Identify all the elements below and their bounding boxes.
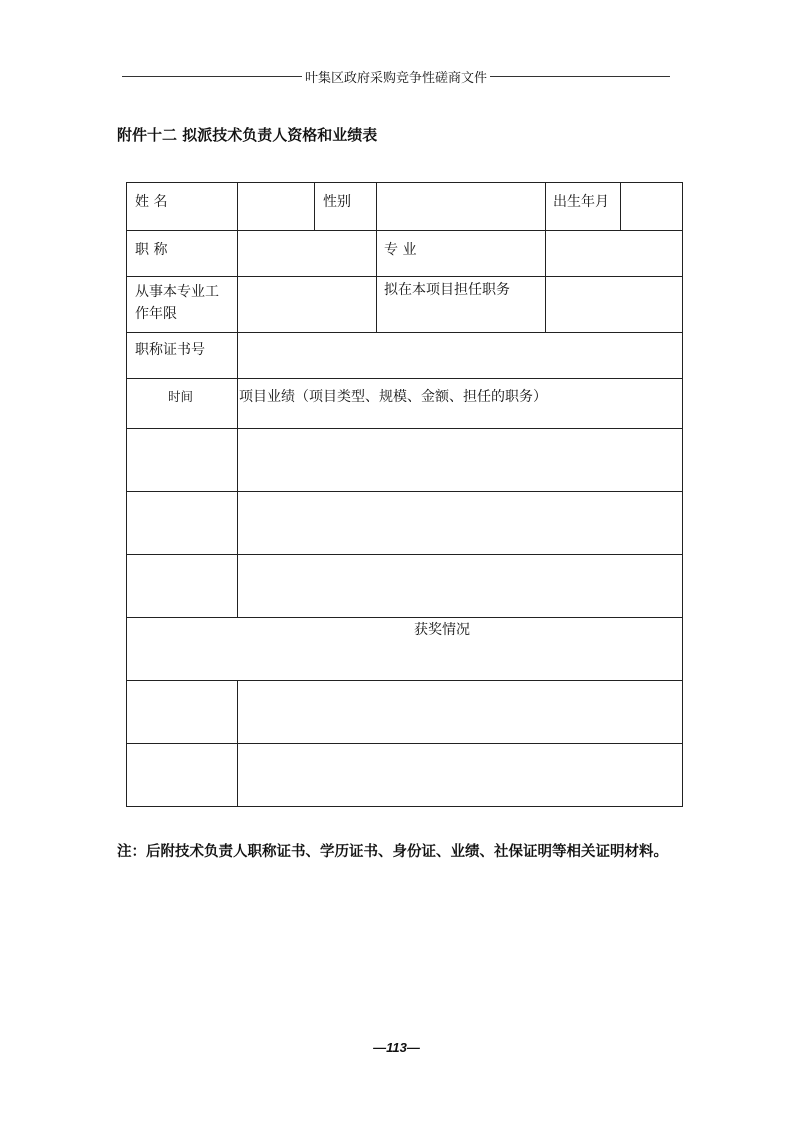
awards-label: 获奖情况 [414, 622, 470, 638]
row-line [126, 680, 683, 681]
header-title: 叶集区政府采购竞争性磋商文件 [305, 70, 488, 86]
col-line [376, 182, 377, 230]
document-header [122, 66, 670, 86]
cert-label: 职称证书号 [135, 342, 205, 358]
gender-label: 性别 [323, 194, 351, 210]
years-label-line2: 作年限 [135, 306, 177, 322]
row-line [126, 332, 683, 333]
annex-title: 附件十二 拟派技术负责人资格和业绩表 [117, 126, 378, 144]
col-line [545, 230, 546, 332]
header-rule-left [122, 76, 302, 77]
footnote: 注：后附技术负责人职称证书、学历证书、身份证、业绩、社保证明等相关证明材料。 [117, 844, 668, 860]
row-line [126, 491, 683, 492]
row-line [126, 276, 683, 277]
col-line [237, 680, 238, 807]
row-line [126, 428, 683, 429]
row-line [126, 378, 683, 379]
years-label-line1: 从事本专业工 [135, 284, 219, 300]
performance-label: 项目业绩（项目类型、规模、金额、担任的职务） [239, 389, 547, 405]
row-line [126, 617, 683, 618]
row-line [126, 743, 683, 744]
col-line [376, 230, 377, 332]
col-line [620, 182, 621, 230]
row-line [126, 230, 683, 231]
header-rule-right [490, 76, 670, 77]
position-label: 拟在本项目担任职务 [384, 282, 510, 298]
birth-label: 出生年月 [553, 194, 609, 210]
title-label: 职 称 [135, 242, 168, 258]
col-line [237, 182, 238, 617]
name-label: 姓 名 [135, 194, 168, 210]
major-label: 专 业 [384, 242, 417, 258]
row-line [126, 554, 683, 555]
col-line [314, 182, 315, 230]
time-label: 时间 [168, 389, 194, 404]
col-line [545, 182, 546, 230]
page-number: —113— [373, 1040, 420, 1055]
